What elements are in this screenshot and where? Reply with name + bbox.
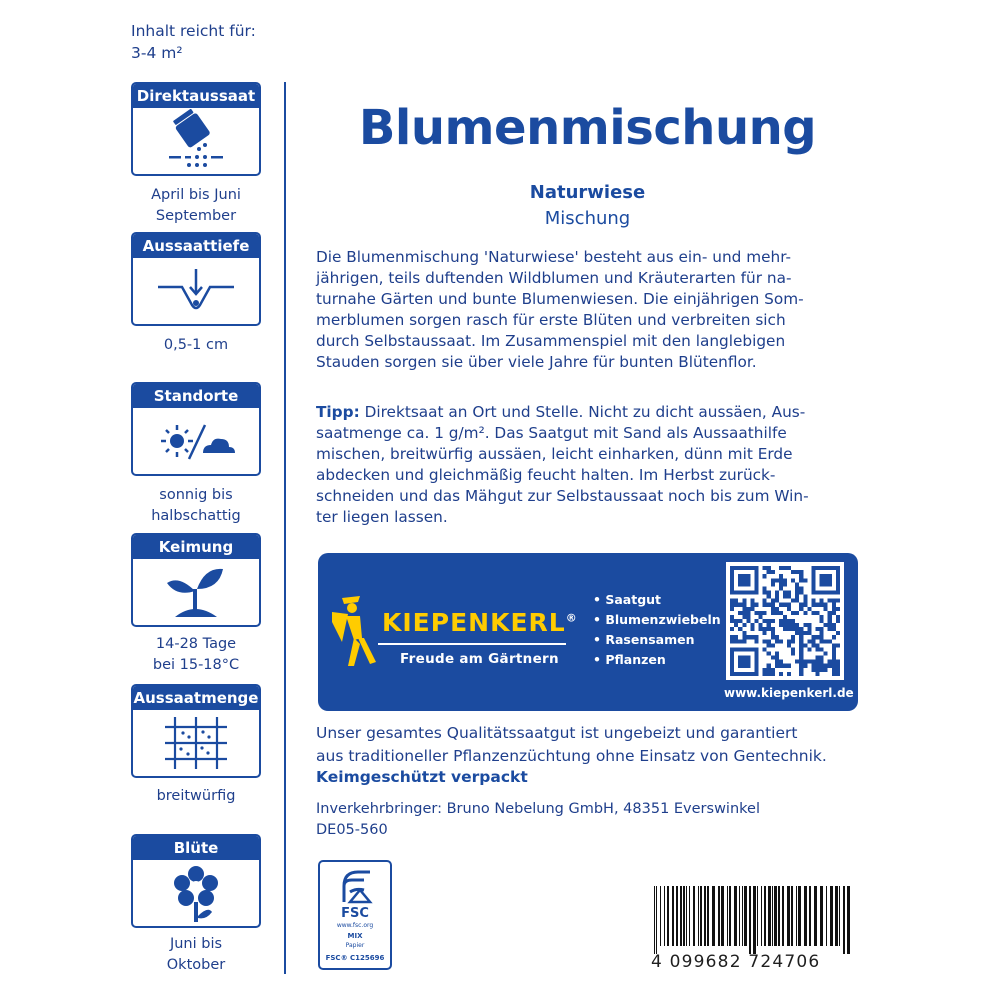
fsc-label — [318, 860, 392, 970]
direct-sowing-caption: April bis Juni September — [151, 187, 241, 224]
coverage-info — [131, 20, 256, 64]
barcode-icon — [652, 886, 852, 956]
list-item: • Saatgut — [593, 592, 662, 607]
sowing-tip: Tipp: Direktsaat an Ort und Stelle. Nicht zu dicht aussäen, Aus- saatmenge ca. 1 g/m². Das Saatgut mit Sand als Aussaathilfe mischen, breitwürfig aussäen, leicht einharken, dünn mit Erde abdecken und gleichmäßig feucht halten. Im Herbst zurück- schneiden und das Mähgut zur Selbstaussaat noch bis zum Win- ter liegen lassen. — [316, 403, 809, 526]
brand-tagline: Freude am Gärtnern — [400, 651, 559, 667]
packaging-note: Keimgeschützt verpackt — [316, 768, 528, 786]
brand-underline — [378, 643, 566, 645]
product-description: Die Blumenmischung 'Naturwiese' besteht aus ein- und mehr- jährigen, teils duftenden Wildblumen und Kräuterarten für na- turnahe Gärten und bunte Blumenwiesen. Die einjährigen Som- merblumen sorgen rasch für erste Blüten und verbreiten sich durch Selbstaussaat. Im Zusammenspiel mit den langlebigen Stauden sorgen sie über viele Jahre für bunten Blütenflor. — [316, 248, 804, 371]
sowing-depth-header: Aussaattiefe — [133, 234, 259, 258]
germination-panel — [131, 533, 261, 627]
sowing-depth-caption: 0,5-1 cm — [163, 337, 229, 353]
direct-sowing-header: Direktaussaat — [133, 84, 259, 108]
fsc-site: www.fsc.org — [336, 922, 374, 929]
seed-packet-icon — [161, 109, 231, 173]
list-item: • Rasensamen — [593, 632, 695, 647]
barcode-number: 4 099682 724706 — [651, 952, 821, 972]
product-categories — [593, 590, 721, 670]
fsc-logo-text: FSC — [341, 906, 369, 921]
product-type: Mischung — [544, 208, 631, 229]
quality-statement: Unser gesamtes Qualitätssaatgut ist ungebeizt und garantiert aus traditioneller Pflanzenzüchtung ohne Einsatz von Gentechnik. — [316, 724, 827, 765]
seed-quantity-caption: breitwürfig — [156, 788, 236, 804]
sowing-depth-panel — [131, 232, 261, 326]
qr-code-icon — [724, 562, 846, 680]
seedling-icon — [161, 561, 231, 623]
product-variety: Naturwiese — [529, 182, 646, 203]
product-title: Blumenmischung — [358, 100, 817, 156]
fsc-mix: MIX — [347, 932, 363, 940]
flower-icon — [166, 862, 226, 924]
seed-quantity-panel — [131, 684, 261, 778]
website-url: www.kiepenkerl.de — [724, 686, 854, 700]
brand-name: KIEPENKERL® — [382, 608, 578, 637]
germination-header: Keimung — [133, 535, 259, 559]
sun-shade-icon — [151, 413, 241, 469]
location-header: Standorte — [133, 384, 259, 408]
fsc-code: FSC® C125696 — [325, 954, 385, 962]
coverage-label: Inhalt reicht für: — [131, 22, 256, 40]
grid-sowing-icon — [161, 713, 231, 773]
sowing-depth-icon — [154, 263, 238, 319]
fsc-material: Papier — [345, 942, 365, 949]
seed-quantity-header: Aussaatmenge — [133, 686, 259, 710]
list-item: • Pflanzen — [593, 652, 666, 667]
coverage-value: 3-4 m² — [131, 44, 183, 62]
flowering-panel — [131, 834, 261, 928]
location-caption: sonnig bis halbschattig — [151, 487, 241, 524]
flowering-header: Blüte — [133, 836, 259, 860]
germination-caption: 14-28 Tage bei 15-18°C — [152, 636, 240, 673]
tip-label: Tipp: — [316, 403, 360, 421]
fsc-tree-icon — [334, 868, 376, 906]
hiker-logo-icon — [330, 592, 380, 672]
flowering-caption: Juni bis Oktober — [166, 936, 226, 973]
direct-sowing-panel — [131, 82, 261, 176]
distributor-info: Inverkehrbringer: Bruno Nebelung GmbH, 48351 Everswinkel DE05-560 — [316, 801, 760, 838]
list-item: • Blumenzwiebeln — [593, 612, 721, 627]
divider-line — [284, 82, 286, 974]
location-panel — [131, 382, 261, 476]
